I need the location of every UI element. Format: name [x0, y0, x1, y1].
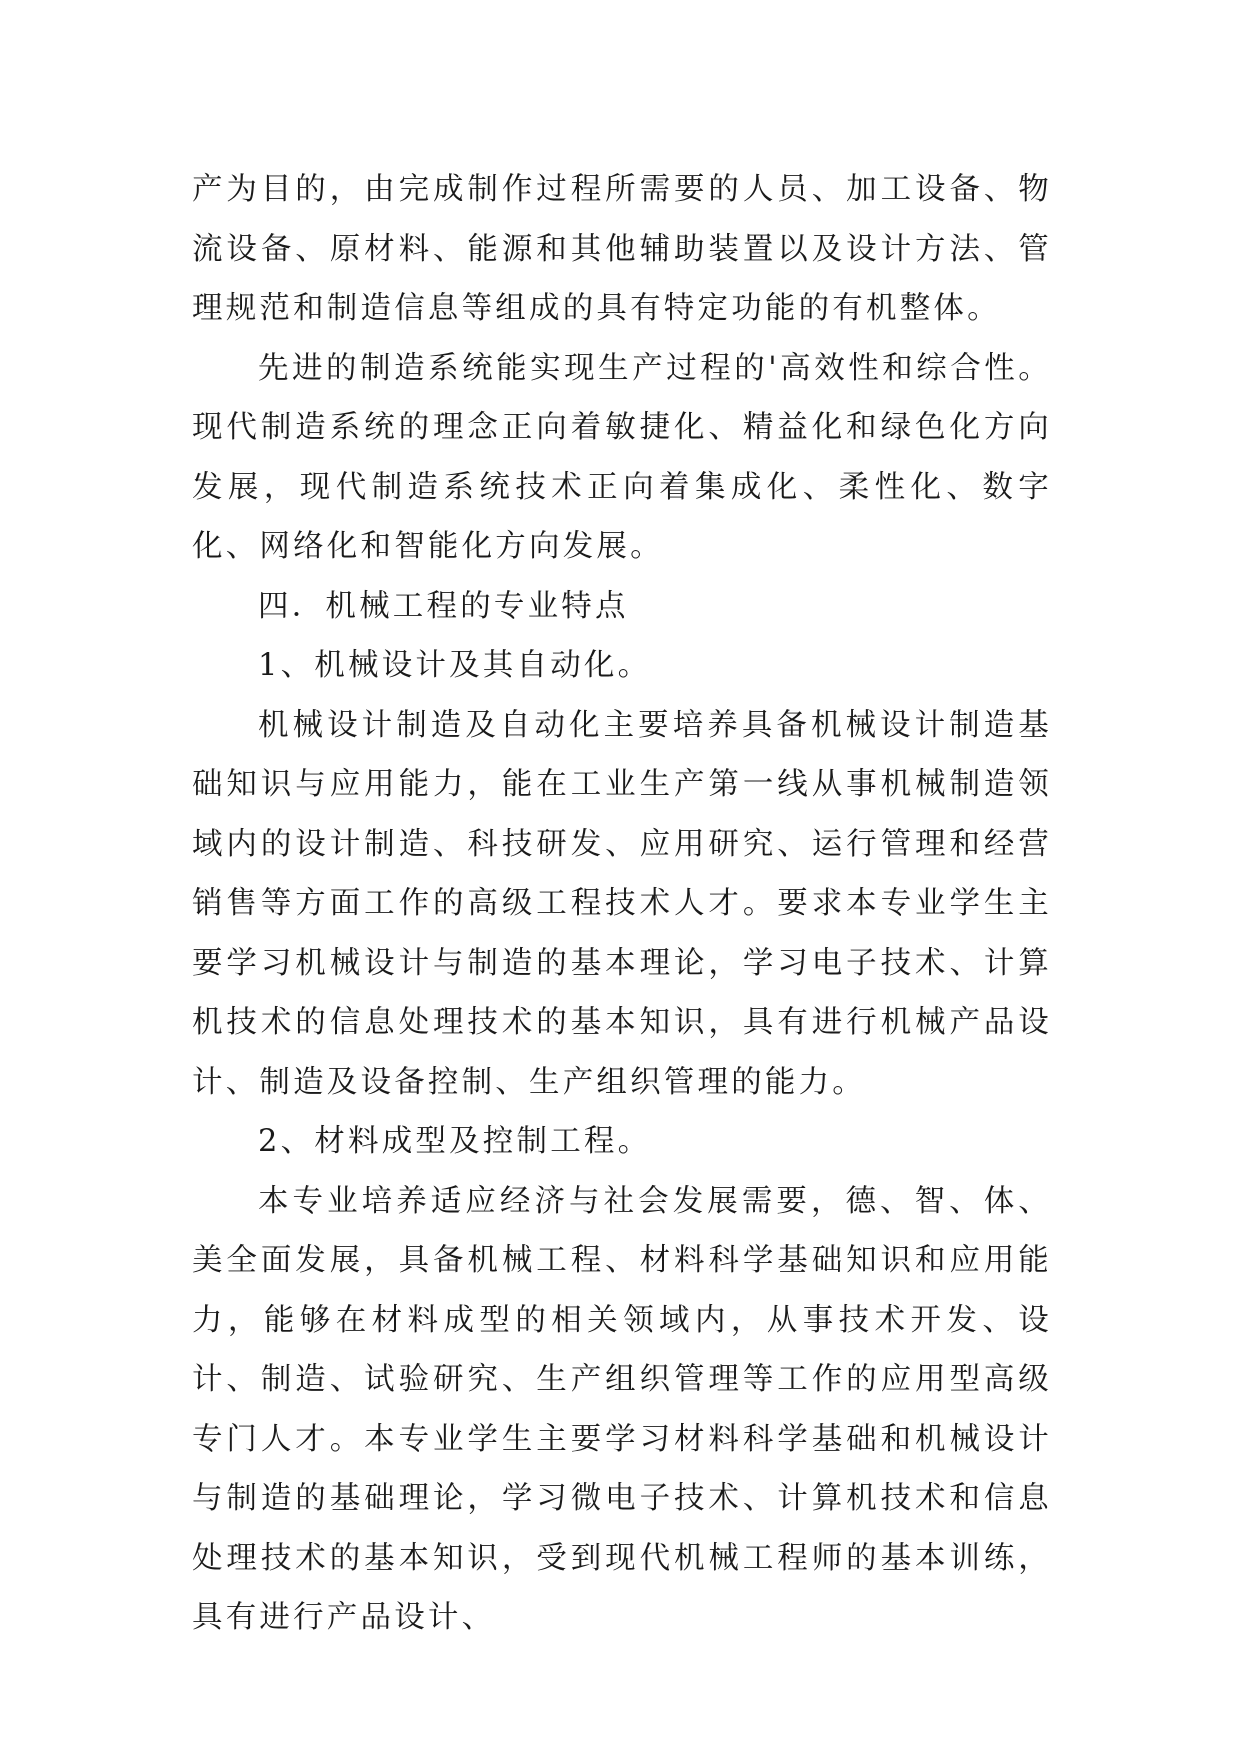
paragraph-manufacturing-system-definition: 产为目的，由完成制作过程所需要的人员、加工设备、物流设备、原材料、能源和其他辅助装置以及设计方法、管理规范和制造信息等组成的具有特定功能的有机整体。 [192, 172, 1052, 326]
paragraph-mechanical-design: 机械设计制造及自动化主要培养具备机械设计制造基础知识与应用能力，能在工业生产第一线从事机械制造领域内的设计制造、科技研发、应用研究、运行管理和经营销售等方面工作的高级工程技术人才。要求本专业学生主要学习机械设计与制造的基本理论，学习电子技术、计算机技术的信息处理技术的基本知识，具有进行机械产品设计、制造及设备控制、生产组织管理的能力。 [192, 707, 1052, 1100]
paragraph-advanced-manufacturing: 先进的制造系统能实现生产过程的'高效性和综合性。现代制造系统的理念正向着敏捷化、精益化和绿色化方向发展，现代制造系统技术正向着集成化、柔性化、数字化、网络化和智能化方向发展。 [192, 350, 1052, 564]
subheading-material-forming: 2、材料成型及控制工程。 [258, 1124, 652, 1159]
document-body [192, 160, 1052, 1648]
subheading-mechanical-design: 1、机械设计及其自动化。 [258, 648, 652, 683]
paragraph-material-forming: 本专业培养适应经济与社会发展需要，德、智、体、美全面发展，具备机械工程、材料科学基础知识和应用能力，能够在材料成型的相关领域内，从事技术开发、设计、制造、试验研究、生产组织管理等工作的应用型高级专门人才。本专业学生主要学习材料科学基础和机械设计与制造的基础理论，学习微电子技术、计算机技术和信息处理技术的基本知识，受到现代机械工程师的基本训练，具有进行产品设计、 [192, 1183, 1052, 1635]
section-heading-specialty-features: 四．机械工程的专业特点 [258, 588, 629, 624]
